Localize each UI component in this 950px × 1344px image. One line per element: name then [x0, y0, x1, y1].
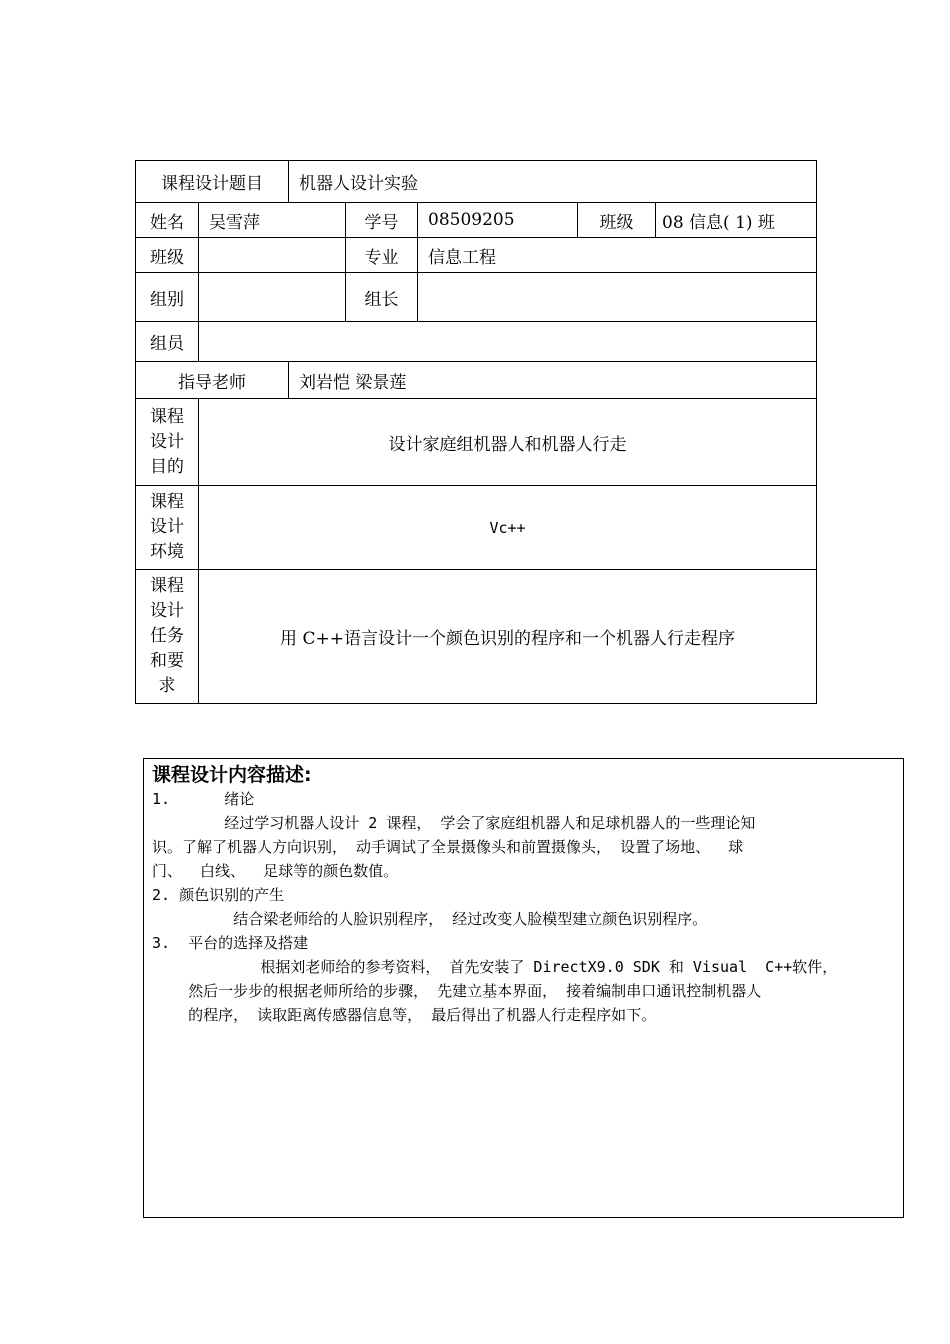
class2-value	[199, 238, 346, 273]
group-label: 组别	[136, 273, 199, 322]
class-label: 班级	[578, 203, 656, 238]
description-line: 3. 平台的选择及搭建	[152, 934, 309, 952]
description-line: 门、 白线、 足球等的颜色数值。	[152, 862, 399, 880]
advisor-label: 指导老师	[136, 362, 289, 399]
description-line: 的程序， 读取距离传感器信息等， 最后得出了机器人行走程序如下。	[152, 1006, 657, 1024]
name-label: 姓名	[136, 203, 199, 238]
description-line: 2. 颜色识别的产生	[152, 886, 285, 904]
course-title-value: 机器人设计实验	[289, 161, 817, 203]
purpose-label: 课程 设计 目的	[136, 399, 199, 486]
class2-label: 班级	[136, 238, 199, 273]
description-line: 然后一步步的根据老师所给的步骤， 先建立基本界面， 接着编制串口通讯控制机器人	[152, 982, 762, 1000]
description-line: 结合梁老师给的人脸识别程序， 经过改变人脸模型建立颜色识别程序。	[152, 910, 708, 928]
student-id-value: 08509205	[418, 203, 578, 238]
task-label: 课程 设计 任务 和要 求	[136, 570, 199, 704]
leader-value	[418, 273, 817, 322]
members-label: 组员	[136, 322, 199, 362]
group-value	[199, 273, 346, 322]
environment-value: Vc++	[199, 486, 817, 570]
purpose-value: 设计家庭组机器人和机器人行走	[199, 399, 817, 486]
description-line: 经过学习机器人设计 2 课程， 学会了家庭组机器人和足球机器人的一些理论知	[152, 814, 756, 832]
description-title: 课程设计内容描述:	[152, 764, 312, 786]
leader-label: 组长	[346, 273, 418, 322]
major-label: 专业	[346, 238, 418, 273]
content-description-box	[143, 758, 904, 1218]
student-id-label: 学号	[346, 203, 418, 238]
class-value: 08 信息( 1) 班	[656, 203, 817, 238]
task-value: 用 C++语言设计一个颜色识别的程序和一个机器人行走程序	[199, 570, 817, 704]
course-title-label: 课程设计题目	[136, 161, 289, 203]
description-line: 根据刘老师给的参考资料， 首先安装了 DirectX9.0 SDK 和 Visual C++软件，	[152, 958, 838, 976]
members-value	[199, 322, 817, 362]
environment-label: 课程 设计 环境	[136, 486, 199, 570]
major-value: 信息工程	[418, 238, 817, 273]
description-line: 识。了解了机器人方向识别， 动手调试了全景摄像头和前置摄像头， 设置了场地、 球	[152, 838, 744, 856]
advisor-value: 刘岩恺 梁景莲	[289, 362, 817, 399]
course-info-table	[135, 160, 817, 704]
description-line: 1. 绪论	[152, 790, 255, 808]
name-value: 吴雪萍	[199, 203, 346, 238]
